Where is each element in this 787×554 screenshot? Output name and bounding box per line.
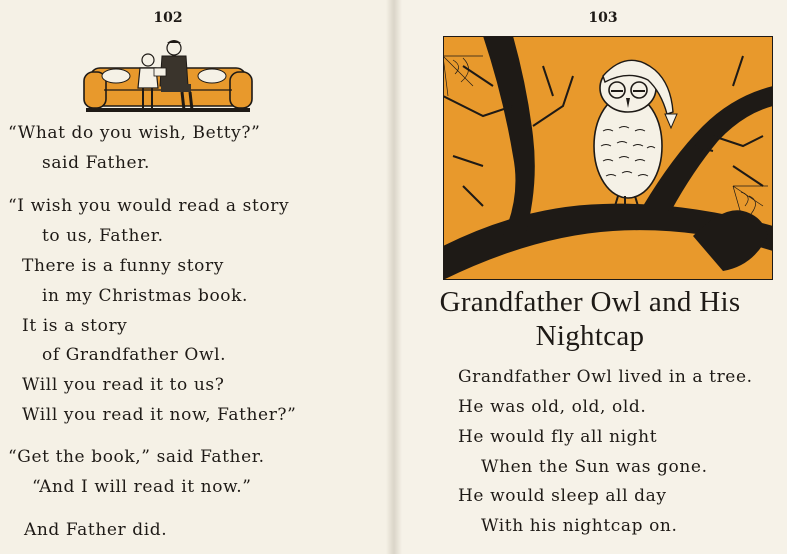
text-line: Grandfather Owl lived in a tree. xyxy=(458,367,753,387)
couch-reading-icon xyxy=(82,38,254,114)
story-title-line-2: Nightcap xyxy=(535,320,645,352)
text-line: He would sleep all day xyxy=(458,486,667,506)
text-line: said Father. xyxy=(42,153,151,173)
text-line: of Grandfather Owl. xyxy=(42,345,227,365)
page-number-left: 102 xyxy=(153,10,183,26)
left-page xyxy=(0,0,393,554)
text-line: And Father did. xyxy=(24,520,168,540)
text-line: “And I will read it now.” xyxy=(32,477,252,497)
text-line: Will you read it now, Father?” xyxy=(22,405,297,425)
text-line: “Get the book,” said Father. xyxy=(8,447,265,467)
text-line: With his nightcap on. xyxy=(481,516,678,536)
story-title-line-1: Grandfather Owl and His xyxy=(439,286,741,318)
text-line: in my Christmas book. xyxy=(42,286,249,306)
text-line: It is a story xyxy=(22,316,128,336)
text-line: He would fly all night xyxy=(458,427,658,447)
page-number-right: 103 xyxy=(588,10,618,26)
text-line: Will you read it to us? xyxy=(22,375,225,395)
text-line: “What do you wish, Betty?” xyxy=(8,123,261,143)
text-line: There is a funny story xyxy=(22,256,224,276)
text-line: “I wish you would read a story xyxy=(8,196,290,216)
text-line: He was old, old, old. xyxy=(458,397,647,417)
owl-in-tree-icon xyxy=(443,36,773,280)
right-page xyxy=(393,0,787,554)
book-gutter xyxy=(386,0,402,554)
text-line: When the Sun was gone. xyxy=(481,457,708,477)
text-line: to us, Father. xyxy=(42,226,164,246)
